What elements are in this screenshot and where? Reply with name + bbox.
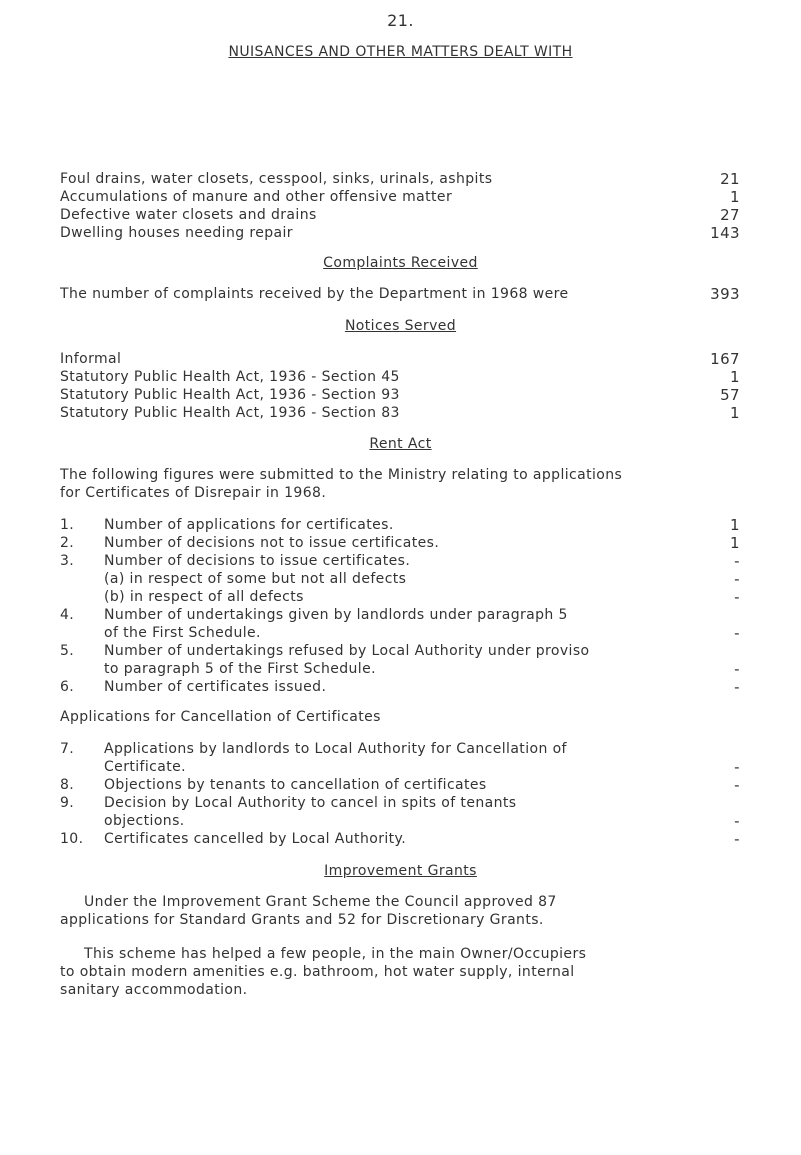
rent-item — [60, 552, 740, 570]
nuisance-value: 1 — [730, 188, 740, 206]
cancellation-item — [60, 794, 740, 812]
rent-item — [60, 678, 740, 696]
page-title-text: NUISANCES AND OTHER MATTERS DEALT WITH — [228, 44, 573, 60]
cancellation-item — [60, 758, 740, 776]
notice-row — [60, 404, 740, 422]
rent-item-text: Number of applications for certificates. — [104, 517, 394, 533]
cancellation-item-value: - — [734, 776, 740, 794]
rent-act-intro-line: for Certificates of Disrepair in 1968. — [60, 485, 327, 501]
improvement-para-line: to obtain modern amenities e.g. bathroom, hot water supply, internal — [60, 964, 575, 980]
rent-item-number: 3. — [60, 553, 75, 569]
notice-label: Statutory Public Health Act, 1936 - Section 83 — [60, 405, 400, 421]
rent-item-value: - — [734, 570, 740, 588]
nuisance-value: 143 — [710, 224, 740, 242]
rent-item-value: - — [734, 552, 740, 570]
cancellation-item-text: Decision by Local Authority to cancel in spits of tenants — [104, 795, 517, 811]
cancellation-item-number: 8. — [60, 777, 75, 793]
rent-item-value: - — [734, 678, 740, 696]
cancellation-item-number: 9. — [60, 795, 75, 811]
notice-label: Statutory Public Health Act, 1936 - Section 93 — [60, 387, 400, 403]
notices-heading-text: Notices Served — [344, 318, 457, 334]
improvement-para-line: Under the Improvement Grant Scheme the Council approved 87 — [84, 894, 557, 910]
cancellation-item-text: Certificates cancelled by Local Authority. — [104, 831, 407, 847]
cancellation-item-text: Applications by landlords to Local Authority for Cancellation of — [104, 741, 567, 757]
rent-item-number: 2. — [60, 535, 75, 551]
complaints-heading — [0, 255, 801, 271]
cancellation-item — [60, 812, 740, 830]
rent-item-text: Number of decisions to issue certificates. — [104, 553, 411, 569]
complaints-value: 393 — [710, 285, 740, 303]
notice-value: 167 — [710, 350, 740, 368]
improvement-heading-text: Improvement Grants — [324, 863, 477, 879]
rent-item-text: to paragraph 5 of the First Schedule. — [104, 661, 376, 677]
nuisance-value: 27 — [720, 206, 740, 224]
notice-row — [60, 368, 740, 386]
rent-act-heading — [0, 436, 801, 452]
cancellation-item-text: Objections by tenants to cancellation of certificates — [104, 777, 487, 793]
complaints-text: The number of complaints received by the Department in 1968 were — [60, 286, 569, 302]
cancellation-item-value: - — [734, 758, 740, 776]
rent-item — [60, 624, 740, 642]
cancellation-item-number: 10. — [60, 831, 84, 847]
rent-item-number: 4. — [60, 607, 75, 623]
page-title — [0, 44, 801, 60]
improvement-para-line: sanitary accommodation. — [60, 982, 248, 998]
rent-item — [60, 516, 740, 534]
notices-heading — [0, 318, 801, 334]
rent-item-number: 1. — [60, 517, 75, 533]
improvement-heading — [0, 863, 801, 879]
complaints-row — [60, 285, 740, 303]
cancellation-item-value: - — [734, 830, 740, 848]
rent-item-text: Number of decisions not to issue certificates. — [104, 535, 440, 551]
rent-item-value: - — [734, 660, 740, 678]
nuisance-label: Dwelling houses needing repair — [60, 225, 293, 241]
rent-item-text: of the First Schedule. — [104, 625, 261, 641]
rent-item — [60, 606, 740, 624]
rent-item-text: (b) in respect of all defects — [104, 589, 304, 605]
rent-item-text: (a) in respect of some but not all defects — [104, 571, 407, 587]
rent-item — [60, 534, 740, 552]
rent-item — [60, 570, 740, 588]
cancellation-item-number: 7. — [60, 741, 75, 757]
nuisance-row — [60, 188, 740, 206]
rent-act-heading-text: Rent Act — [369, 436, 432, 452]
cancellation-item-value: - — [734, 812, 740, 830]
cancellation-item — [60, 776, 740, 794]
nuisance-row — [60, 224, 740, 242]
improvement-para-line: This scheme has helped a few people, in the main Owner/Occupiers — [84, 946, 587, 962]
cancellation-item — [60, 740, 740, 758]
nuisance-label: Accumulations of manure and other offensive matter — [60, 189, 453, 205]
cancellation-item — [60, 830, 740, 848]
rent-item-value: - — [734, 624, 740, 642]
nuisance-label: Foul drains, water closets, cesspool, sinks, urinals, ashpits — [60, 171, 493, 187]
notice-value: 1 — [730, 368, 740, 386]
rent-item-value: 1 — [730, 534, 740, 552]
rent-item — [60, 588, 740, 606]
notice-row — [60, 350, 740, 368]
notice-label: Statutory Public Health Act, 1936 - Section 45 — [60, 369, 400, 385]
complaints-heading-text: Complaints Received — [323, 255, 478, 271]
nuisance-label: Defective water closets and drains — [60, 207, 317, 223]
rent-item-text: Number of undertakings refused by Local Authority under proviso — [104, 643, 590, 659]
cancellation-heading: Applications for Cancellation of Certificates — [60, 709, 381, 725]
rent-item-value: 1 — [730, 516, 740, 534]
notice-label: Informal — [60, 351, 122, 367]
improvement-para-line: applications for Standard Grants and 52 for Discretionary Grants. — [60, 912, 544, 928]
page-number: 21. — [387, 11, 414, 30]
notice-value: 1 — [730, 404, 740, 422]
rent-item — [60, 642, 740, 660]
rent-item-text: Number of certificates issued. — [104, 679, 327, 695]
nuisance-row — [60, 206, 740, 224]
rent-item-text: Number of undertakings given by landlords under paragraph 5 — [104, 607, 568, 623]
rent-item-value: - — [734, 588, 740, 606]
rent-item — [60, 660, 740, 678]
rent-item-number: 5. — [60, 643, 75, 659]
cancellation-item-text: Certificate. — [104, 759, 186, 775]
rent-item-number: 6. — [60, 679, 75, 695]
rent-act-intro-line: The following figures were submitted to the Ministry relating to applications — [60, 467, 623, 483]
nuisance-row — [60, 170, 740, 188]
nuisance-value: 21 — [720, 170, 740, 188]
cancellation-item-text: objections. — [104, 813, 185, 829]
notice-row — [60, 386, 740, 404]
notice-value: 57 — [720, 386, 740, 404]
